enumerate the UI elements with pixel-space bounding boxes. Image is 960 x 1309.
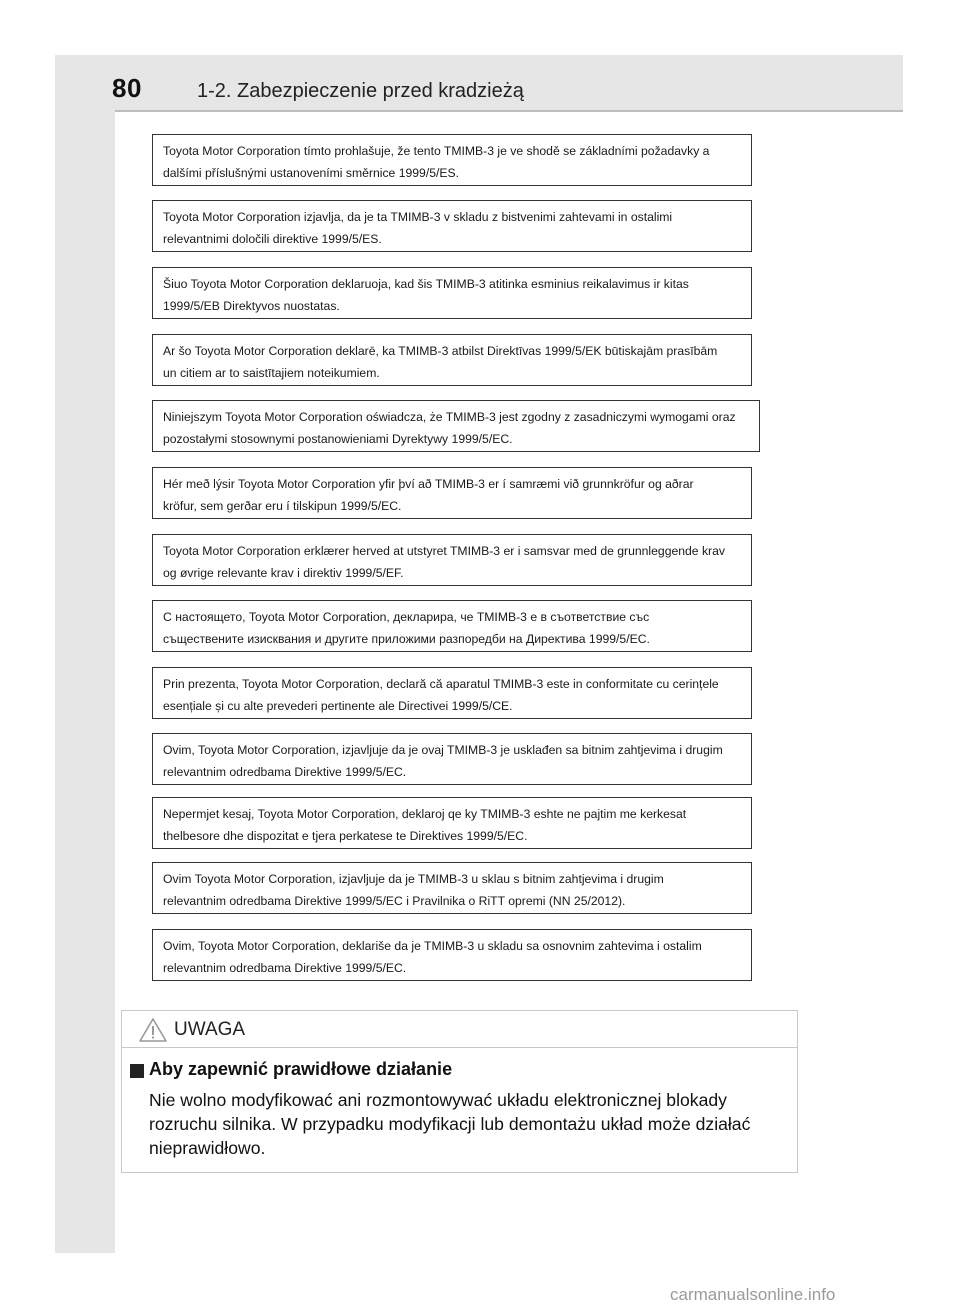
declaration-line: relevantnimi določili direktive 1999/5/ES. — [163, 232, 382, 246]
declaration-line: kröfur, sem gerðar eru í tilskipun 1999/5/EC. — [163, 499, 402, 513]
warning-body-line: Nie wolno modyfikować ani rozmontowywać układu elektronicznej blokady — [149, 1090, 727, 1110]
declaration-line: Ovim, Toyota Motor Corporation, izjavljuje da je ovaj TMIMB-3 je usklađen sa bitnim zahtjevima i drugim — [163, 743, 723, 757]
declaration-line: 1999/5/EB Direktyvos nuostatas. — [163, 299, 340, 313]
declaration-line: Nepermjet kesaj, Toyota Motor Corporation, deklaroj qe ky TMIMB-3 eshte ne pajtim me kerkesat — [163, 807, 687, 821]
declaration-line: relevantnim odredbama Direktive 1999/5/EC. — [163, 765, 407, 779]
declaration-line: thelbesore dhe dispozitat e tjera perkatese te Direktives 1999/5/EC. — [163, 829, 528, 843]
declaration-box-croatian — [152, 862, 752, 914]
warning-body-line: nieprawidłowo. — [149, 1138, 266, 1158]
declaration-box-romanian — [152, 667, 752, 719]
declaration-box-serbian — [152, 929, 752, 981]
declaration-box-bulgarian — [152, 600, 752, 652]
square-bullet-icon — [130, 1064, 144, 1078]
declaration-line: Šiuo Toyota Motor Corporation deklaruoja, kad šis TMIMB-3 atitinka esminius reikalavimus ir kitas — [163, 277, 689, 291]
warning-triangle-icon — [138, 1017, 168, 1043]
declaration-line: Toyota Motor Corporation erklærer herved at utstyret TMIMB-3 er i samsvar med de grunnleggende krav — [163, 544, 725, 558]
declaration-box-albanian — [152, 797, 752, 849]
declaration-box-polish — [152, 400, 760, 452]
footer-watermark: carmanualsonline.info — [670, 1285, 836, 1304]
declaration-box-icelandic — [152, 467, 752, 519]
declaration-line: relevantnim odredbama Direktive 1999/5/EC i Pravilnika o RiTT opremi (NN 25/2012). — [163, 894, 626, 908]
declaration-line: relevantnim odredbama Direktive 1999/5/EC. — [163, 961, 407, 975]
declaration-box-slovenian — [152, 200, 752, 252]
warning-header — [122, 1011, 797, 1048]
declaration-line: Ar šo Toyota Motor Corporation deklarē, ka TMIMB-3 atbilst Direktīvas 1999/5/EK būtiskajām prasībām — [163, 344, 718, 358]
header-divider — [115, 110, 903, 112]
declaration-line: С настоящето, Toyota Motor Corporation, декларира, че TMIMB-3 е в съответствие със — [163, 610, 650, 624]
declaration-box-latvian — [152, 334, 752, 386]
declaration-line: dalšími příslušnými ustanoveními směrnice 1999/5/ES. — [163, 166, 460, 180]
declaration-line: Niniejszym Toyota Motor Corporation oświadcza, że TMIMB-3 jest zgodny z zasadniczymi wymogami oraz — [163, 410, 736, 424]
declaration-line: un citiem ar to saistītajiem noteikumiem. — [163, 366, 380, 380]
declaration-line: Toyota Motor Corporation tímto prohlašuje, že tento TMIMB-3 je ve shodě se základními požadavky a — [163, 144, 710, 158]
declaration-line: esențiale și cu alte prevederi pertinente ale Directivei 1999/5/CE. — [163, 699, 513, 713]
warning-body — [149, 1088, 789, 1160]
declaration-line: Prin prezenta, Toyota Motor Corporation, declară că aparatul TMIMB-3 este in conformitate cu cerințele — [163, 677, 719, 691]
section-title: 1-2. Zabezpieczenie przed kradzieżą — [197, 80, 524, 102]
declaration-line: Ovim Toyota Motor Corporation, izjavljuje da je TMIMB-3 u sklau s bitnim zahtjevima i drugim — [163, 872, 664, 886]
declaration-line: og øvrige relevante krav i direktiv 1999/5/EF. — [163, 566, 404, 580]
declaration-box-lithuanian — [152, 267, 752, 319]
declaration-line: Hér með lýsir Toyota Motor Corporation yfir því að TMIMB-3 er í samræmi við grunnkröfur og aðrar — [163, 477, 694, 491]
declaration-line: Ovim, Toyota Motor Corporation, deklariše da je TMIMB-3 u skladu sa osnovnim zahtevima i ostalim — [163, 939, 702, 953]
declaration-line: съществените изисквания и другите приложими разпоредби на Директива 1999/5/EC. — [163, 632, 650, 646]
declaration-box-norwegian — [152, 534, 752, 586]
declaration-line: Toyota Motor Corporation izjavlja, da je ta TMIMB-3 v skladu z bistvenimi zahtevami in ostalimi — [163, 210, 673, 224]
warning-label: UWAGA — [174, 1019, 246, 1040]
declaration-box-czech — [152, 134, 752, 186]
side-strip — [55, 55, 115, 1253]
page-number: 80 — [112, 73, 142, 103]
warning-subtitle: Aby zapewnić prawidłowe działanie — [149, 1059, 453, 1079]
warning-body-line: rozruchu silnika. W przypadku modyfikacji lub demontażu układ może działać — [149, 1114, 751, 1134]
warning-box — [121, 1010, 798, 1173]
declaration-box-bosnian — [152, 733, 752, 785]
declaration-line: pozostałymi stosownymi postanowieniami Dyrektywy 1999/5/EC. — [163, 432, 513, 446]
